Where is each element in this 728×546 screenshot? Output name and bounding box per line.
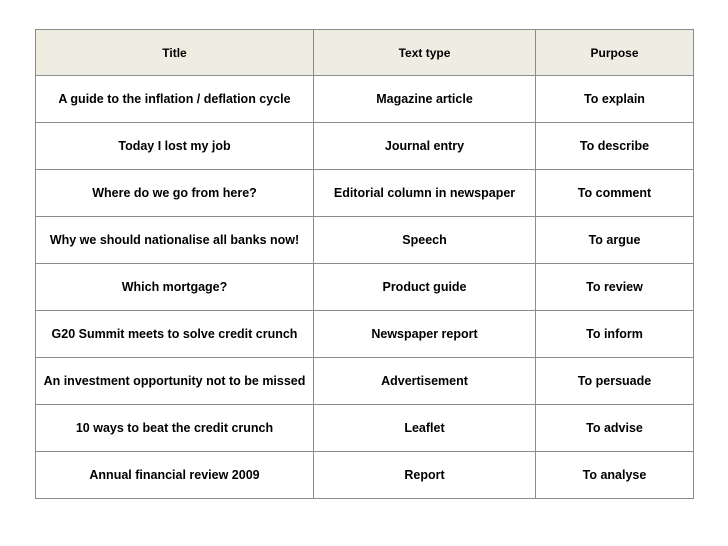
cell-purpose: To advise [536,405,694,452]
cell-text-type: Speech [314,217,536,264]
cell-title: Why we should nationalise all banks now! [36,217,314,264]
cell-title: G20 Summit meets to solve credit crunch [36,311,314,358]
cell-purpose: To argue [536,217,694,264]
cell-text-type: Editorial column in newspaper [314,170,536,217]
cell-text-type: Journal entry [314,123,536,170]
cell-text-type: Report [314,452,536,499]
table-row [36,123,694,170]
cell-title: An investment opportunity not to be missed [36,358,314,405]
cell-purpose: To inform [536,311,694,358]
cell-text-type: Advertisement [314,358,536,405]
cell-purpose: To comment [536,170,694,217]
header-title: Title [36,30,314,76]
cell-purpose: To explain [536,76,694,123]
cell-text-type: Product guide [314,264,536,311]
table-row [36,452,694,499]
cell-purpose: To describe [536,123,694,170]
table-row [36,358,694,405]
header-row [36,30,694,76]
table-row [36,311,694,358]
table-header [36,30,694,76]
table-row [36,405,694,452]
cell-text-type: Leaflet [314,405,536,452]
cell-title: 10 ways to beat the credit crunch [36,405,314,452]
table-row [36,217,694,264]
header-text-type: Text type [314,30,536,76]
cell-text-type: Newspaper report [314,311,536,358]
text-types-table-container [35,29,693,499]
cell-text-type: Magazine article [314,76,536,123]
cell-title: Where do we go from here? [36,170,314,217]
table-row [36,170,694,217]
cell-title: Annual financial review 2009 [36,452,314,499]
cell-purpose: To analyse [536,452,694,499]
cell-title: Which mortgage? [36,264,314,311]
cell-title: Today I lost my job [36,123,314,170]
table-row [36,76,694,123]
table-body [36,76,694,499]
cell-title: A guide to the inflation / deflation cycle [36,76,314,123]
cell-purpose: To review [536,264,694,311]
cell-purpose: To persuade [536,358,694,405]
text-types-table [35,29,694,499]
header-purpose: Purpose [536,30,694,76]
table-row [36,264,694,311]
